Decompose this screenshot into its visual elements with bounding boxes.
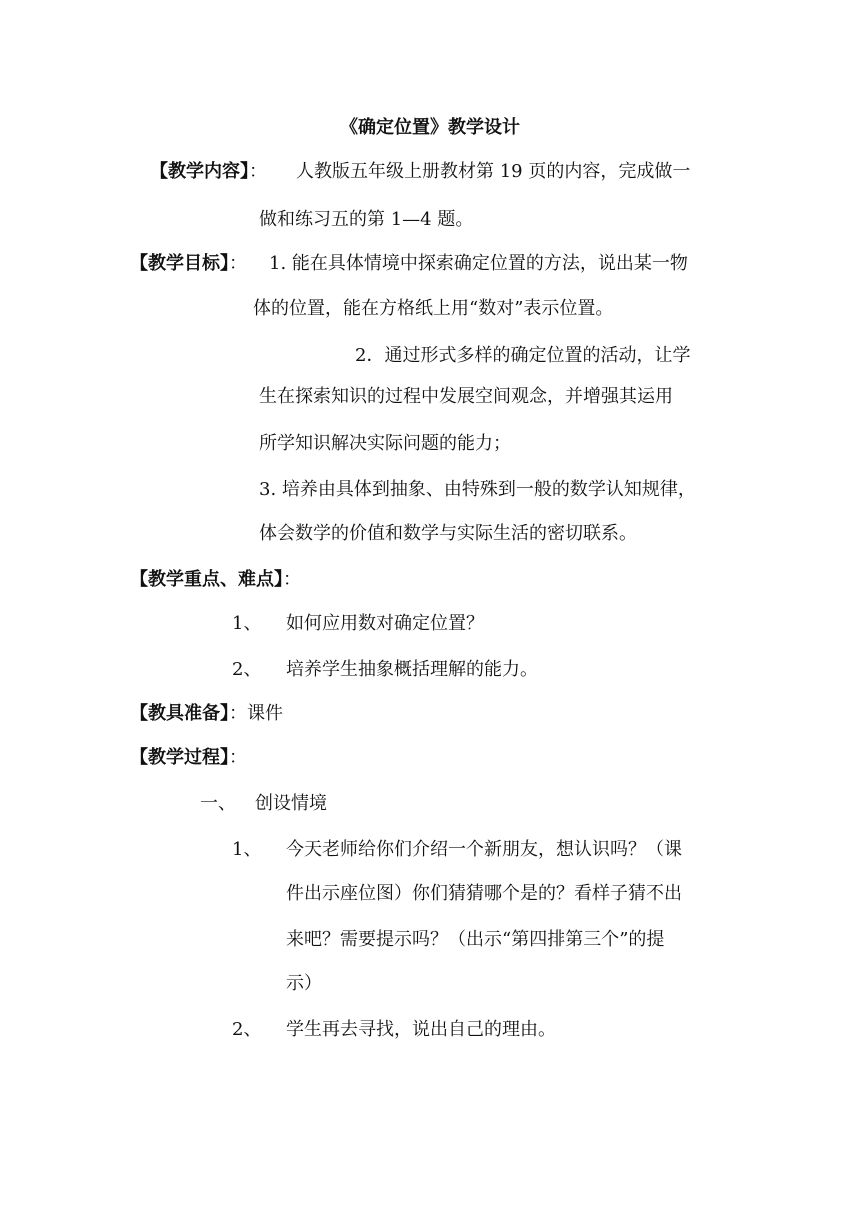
key-point-1-text: 如何应用数对确定位置？ [286, 613, 484, 634]
key-points-heading: 【教学重点、难点】 [130, 569, 283, 590]
goal-3-line-2: 体会数学的价值和数学与实际生活的密切联系。 [259, 523, 637, 544]
key-point-2-text: 培养学生抽象概括理解的能力。 [286, 659, 538, 680]
step-1-line-3: 来吧？需要提示吗？（出示“第四排第三个”的提 [286, 929, 665, 950]
goals-heading: 【教学目标】 [130, 253, 229, 274]
step-1-line-2: 件出示座位图）你们猜猜哪个是的？看样子猜不出 [286, 883, 682, 904]
tools-row [130, 702, 283, 726]
document-title: 《确定位置》教学设计 [340, 117, 520, 138]
content-sep: ： [249, 161, 267, 182]
content-heading: 【教学内容】 [150, 161, 249, 182]
goal-2-line-2: 生在探索知识的过程中发展空间观念，并增强其运用 [259, 386, 673, 407]
content-line-1: 人教版五年级上册教材第 19 页的内容，完成做一 [296, 161, 691, 182]
goal-2-line-1: 2．通过形式多样的确定位置的活动，让学 [355, 345, 691, 366]
process-sep: ： [229, 747, 247, 768]
step-1-line-4: 示） [286, 973, 322, 994]
section-1-num: 一、 [200, 793, 236, 814]
tools-text: 课件 [247, 703, 283, 724]
content-heading-row [150, 160, 267, 184]
process-heading: 【教学过程】 [130, 747, 229, 768]
goal-2-line-3: 所学知识解决实际问题的能力； [259, 433, 511, 454]
key-point-2-num: 2、 [232, 659, 262, 680]
goals-heading-row [130, 252, 247, 276]
key-point-1-num: 1、 [232, 613, 262, 634]
goal-1-line-2: 体的位置，能在方格纸上用“数对”表示位置。 [253, 298, 614, 319]
key-points-sep: ： [283, 569, 301, 590]
key-points-heading-row [130, 568, 301, 592]
section-1-title: 创设情境 [255, 793, 327, 814]
step-2-text: 学生再去寻找，说出自己的理由。 [286, 1019, 556, 1040]
tools-heading: 【教具准备】 [130, 703, 229, 724]
content-line-2: 做和练习五的第 1—4 题。 [259, 209, 474, 230]
goals-sep: ： [229, 253, 247, 274]
step-1-num: 1、 [232, 839, 262, 860]
goal-3-line-1: 3. 培养由具体到抽象、由特殊到一般的数学认知规律， [259, 479, 696, 500]
step-1-line-1: 今天老师给你们介绍一个新朋友，想认识吗？（课 [286, 839, 682, 860]
process-heading-row [130, 746, 247, 770]
step-2-num: 2、 [232, 1019, 262, 1040]
tools-sep: ： [229, 703, 247, 724]
goal-1-line-1: 1. 能在具体情境中探索确定位置的方法，说出某一物 [269, 253, 688, 274]
